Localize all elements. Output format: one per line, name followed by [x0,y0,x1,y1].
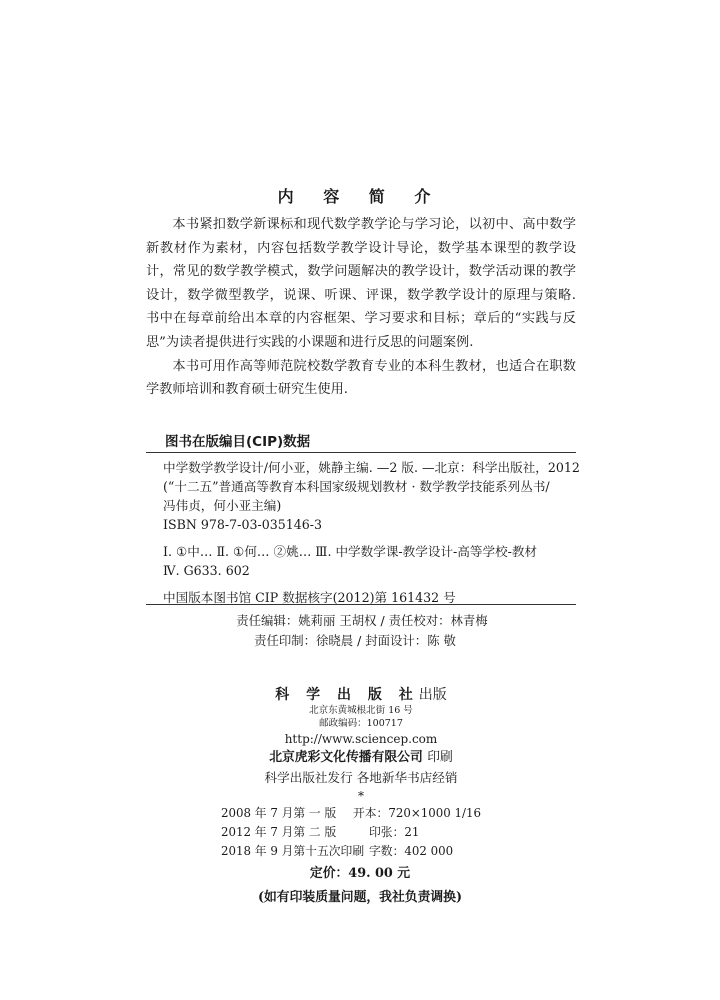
publisher-name-suffix: 出版 [418,687,447,703]
edition-detail: 印张：21 [369,825,420,839]
edition-info [221,804,481,861]
intro-section [146,213,576,402]
credits-line-1: 责任编辑：姚莉丽 王胡权 / 责任校对：林青梅 [236,613,488,628]
cip-block [163,458,583,607]
publisher-address: 北京东黄城根北街 16 号 [309,705,413,716]
edition-date: 2008 年 7 月第 一 版 [221,806,337,820]
cip-isbn: ISBN 978-7-03-035146-3 [163,517,323,532]
cip-line-2: (“十二五”普通高等教育本科国家级规划教材 · 数学教学技能系列丛书/ [163,479,550,494]
cip-gap [163,580,583,588]
distribution-line: 科学出版社发行 各地新华书店经销 [264,770,458,785]
edition-row [221,823,481,842]
publisher-name: 科 学 出 版 社 [275,687,419,703]
publisher-block [146,684,576,804]
separator-star: * [358,789,364,803]
cip-top-rule [146,452,576,453]
cip-bottom-rule [146,604,576,605]
printer-suffix: 印刷 [427,750,453,765]
cip-gap [163,534,583,542]
cip-record-number: 中国版本图书馆 CIP 数据核字(2012)第 161432 号 [163,590,456,605]
edition-detail: 字数：402 000 [369,844,454,858]
credits-block [146,611,576,651]
cip-line-1: 中学数学教学设计/何小亚，姚静主编. —2 版. —北京：科学出版社，2012 [163,460,580,475]
printer-line [146,748,576,768]
intro-paragraph-2: 本书可用作高等师范院校数学教育专业的本科生教材，也适合在职数学教师培训和教育硕士研究生使用. [146,358,576,398]
edition-date: 2018 年 9 月第十五次印刷 [221,844,365,858]
publisher-website: http://www.sciencep.com [284,732,438,746]
price-label: 定价：49. 00 元 [309,866,411,881]
publisher-name-line [146,684,576,704]
intro-title: 内 容 简 介 [277,187,443,206]
cip-line-3: 冯伟贞，何小亚主编) [163,498,282,513]
edition-row [221,842,481,861]
edition-row [221,804,481,823]
credits-line-2: 责任印制：徐晓晨 / 封面设计：陈 敬 [254,633,456,648]
cip-heading: 图书在版编目(CIP)数据 [165,434,311,450]
printer-name: 北京虎彩文化传播有限公司 [269,750,423,765]
quality-note: (如有印装质量问题，我社负责调换) [257,890,463,905]
cip-classification-1: Ⅰ. ①中… Ⅱ. ①何… ②姚… Ⅲ. 中学数学课-教学设计-高等学校-教材 [163,544,538,559]
intro-paragraph-1: 本书紧扣数学新课标和现代数学教学论与学习论，以初中、高中数学新教材作为素材，内容包括数学教学设计导论，数学基本课型的教学设计，常见的数学教学模式，数学问题解决的教学设计，数学活动课的教学设计，数学微型教学，说课、听课、评课，数学教学设计的原理与策略. 书中在每章前给出本章的内容框架、学习要求和目标；章后的“实践与反思”为读者提供进行实践的小课题和进行反思的问题案例. [146,217,576,350]
publisher-postcode: 邮政编码：100717 [319,718,403,729]
edition-detail: 开本：720×1000 1/16 [352,806,481,820]
edition-date: 2012 年 7 月第 二 版 [221,825,337,839]
cip-classification-2: Ⅳ. G633. 602 [163,563,250,578]
